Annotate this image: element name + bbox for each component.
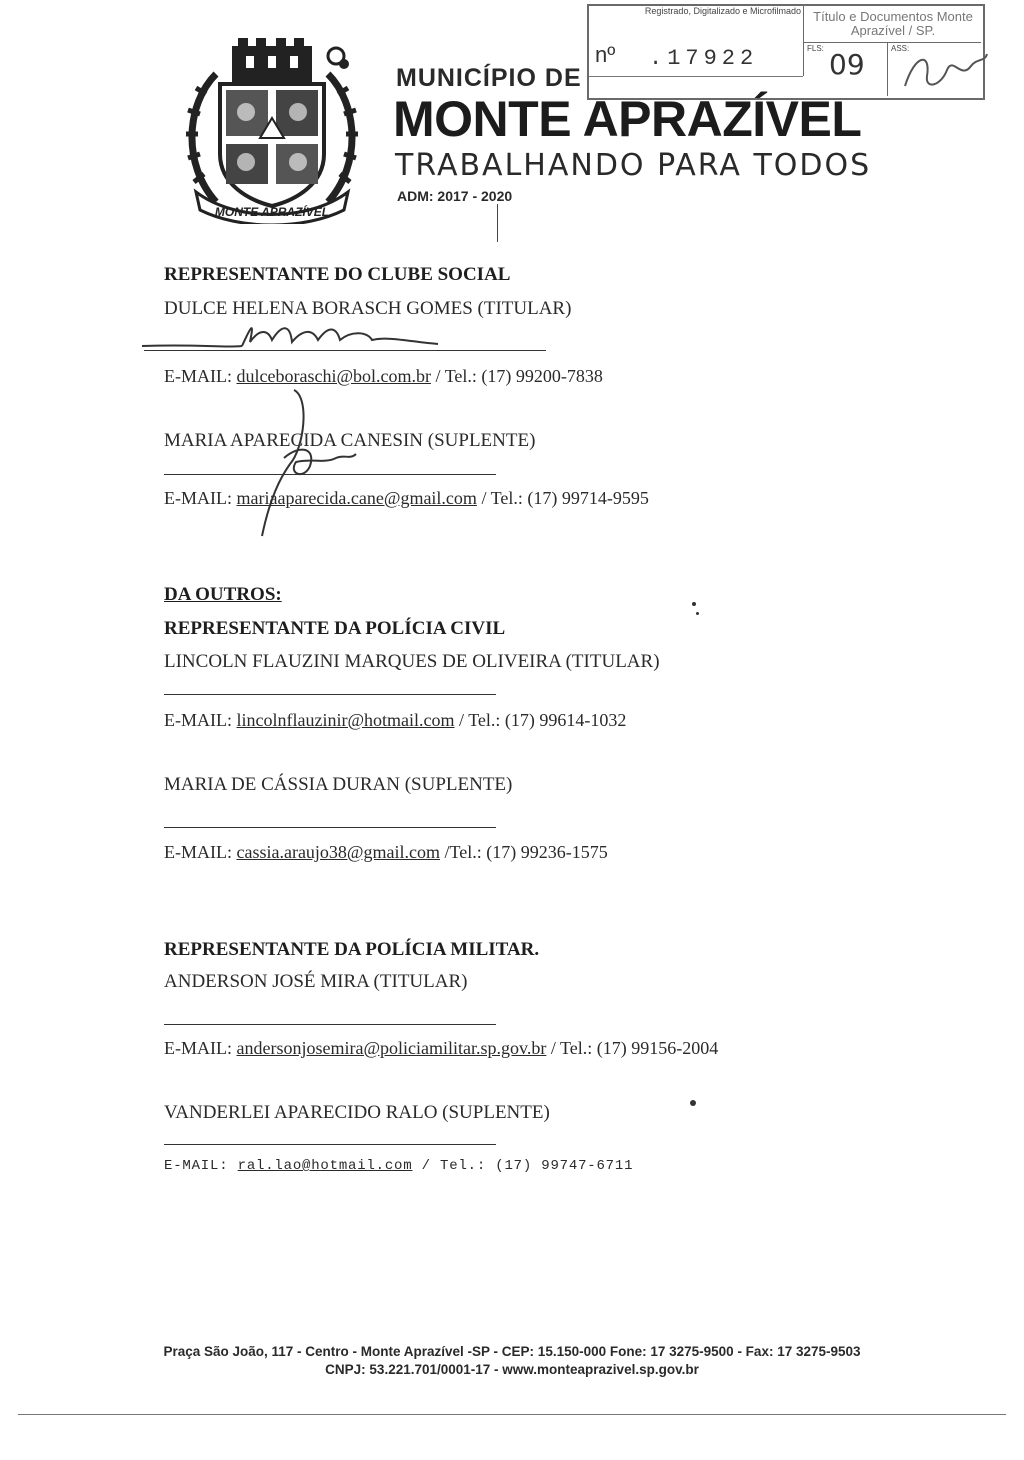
member-contact [164, 366, 603, 387]
member-contact [164, 710, 626, 731]
scan-speck [696, 612, 699, 615]
footer-address: Praça São João, 117 - Centro - Monte Aprazível -SP - CEP: 15.150-000 Fone: 17 3275-9500 - Fax: 17 3275-9503 [163, 1344, 861, 1359]
member-name: MARIA APARECIDA CANESIN (SUPLENTE) [164, 430, 536, 451]
email-link[interactable]: lincolnflauzinir@hotmail.com [236, 710, 455, 730]
stamp-divider [887, 42, 888, 96]
stamp-number-label: nº [595, 42, 616, 67]
stamp-fls-label: FLS: [807, 44, 824, 53]
scan-speck [690, 1100, 696, 1106]
stamp-signature [901, 46, 991, 98]
member-name: MARIA DE CÁSSIA DURAN (SUPLENTE) [164, 774, 513, 795]
stamp-divider [803, 42, 981, 43]
email-label: E-MAIL: [164, 1158, 229, 1174]
member-name: LINCOLN FLAUZINI MARQUES DE OLIVEIRA (TITULAR) [164, 651, 660, 672]
group-heading-outros: DA OUTROS: [164, 584, 282, 605]
signature [142, 318, 442, 358]
signature [240, 388, 380, 538]
municipality-name: MONTE APRAZÍVEL [393, 91, 862, 147]
signature-line [164, 1024, 496, 1025]
signature-line [164, 827, 496, 828]
email-link[interactable]: ral.lao@hotmail.com [237, 1158, 413, 1174]
email-link[interactable]: andersonjosemira@policiamilitar.sp.gov.br [236, 1038, 547, 1058]
member-contact [164, 488, 649, 509]
stamp-number-value: .17922 [649, 46, 759, 71]
stamp-fls-value: 09 [829, 48, 865, 81]
email-label: E-MAIL: [164, 842, 232, 862]
crest-banner-text: MONTE APRAZÍVEL [214, 205, 330, 219]
stamp-divider [803, 6, 804, 76]
phone-text: / Tel.: (17) 99614-1032 [454, 710, 627, 730]
stamp-heading: Registrado, Digitalizado e Microfilmado [644, 6, 801, 16]
signature-line [164, 694, 496, 695]
phone-text: / Tel.: (17) 99714-9595 [476, 488, 649, 508]
phone-text: / Tel.: (17) 99156-2004 [546, 1038, 719, 1058]
member-contact [164, 1038, 718, 1059]
email-label: E-MAIL: [164, 1038, 232, 1058]
stamp-office-name: Título e Documentos Monte Aprazível / SP. [813, 9, 973, 38]
member-name: DULCE HELENA BORASCH GOMES (TITULAR) [164, 298, 572, 319]
phone-text: /Tel.: (17) 99236-1575 [440, 842, 608, 862]
stamp-divider [589, 76, 803, 77]
section-heading-clube-social: REPRESENTANTE DO CLUBE SOCIAL [164, 264, 511, 285]
email-label: E-MAIL: [164, 366, 232, 386]
email-label: E-MAIL: [164, 710, 232, 730]
member-name: ANDERSON JOSÉ MIRA (TITULAR) [164, 971, 468, 992]
header-divider [497, 204, 498, 242]
email-label: E-MAIL: [164, 488, 232, 508]
member-name: VANDERLEI APARECIDO RALO (SUPLENTE) [164, 1102, 550, 1123]
email-link[interactable]: dulceboraschi@bol.com.br [236, 366, 432, 386]
registry-stamp [587, 4, 985, 100]
stamp-ass-label: ASS: [891, 44, 910, 53]
municipality-label: MUNICÍPIO DE [396, 64, 582, 92]
municipal-crest-logo [176, 34, 368, 224]
section-heading-policia-militar: REPRESENTANTE DA POLÍCIA MILITAR. [164, 939, 540, 960]
section-heading-policia-civil: REPRESENTANTE DA POLÍCIA CIVIL [164, 618, 506, 639]
phone-text: / Tel.: (17) 99200-7838 [431, 366, 603, 386]
phone-text: / Tel.: (17) 99747-6711 [412, 1158, 634, 1174]
footer-divider [18, 1414, 1006, 1415]
footer-cnpj-website: CNPJ: 53.221.701/0001-17 - www.monteaprazivel.sp.gov.br [325, 1362, 699, 1377]
municipality-slogan: TRABALHANDO PARA TODOS [395, 148, 872, 183]
member-contact [164, 842, 608, 863]
email-link[interactable]: cassia.araujo38@gmail.com [236, 842, 440, 862]
signature-line [164, 1144, 496, 1145]
member-contact [164, 1158, 633, 1174]
email-link[interactable]: mariaaparecida.cane@gmail.com [236, 488, 477, 508]
scan-speck [692, 602, 696, 606]
administration-period: ADM: 2017 - 2020 [397, 188, 513, 204]
